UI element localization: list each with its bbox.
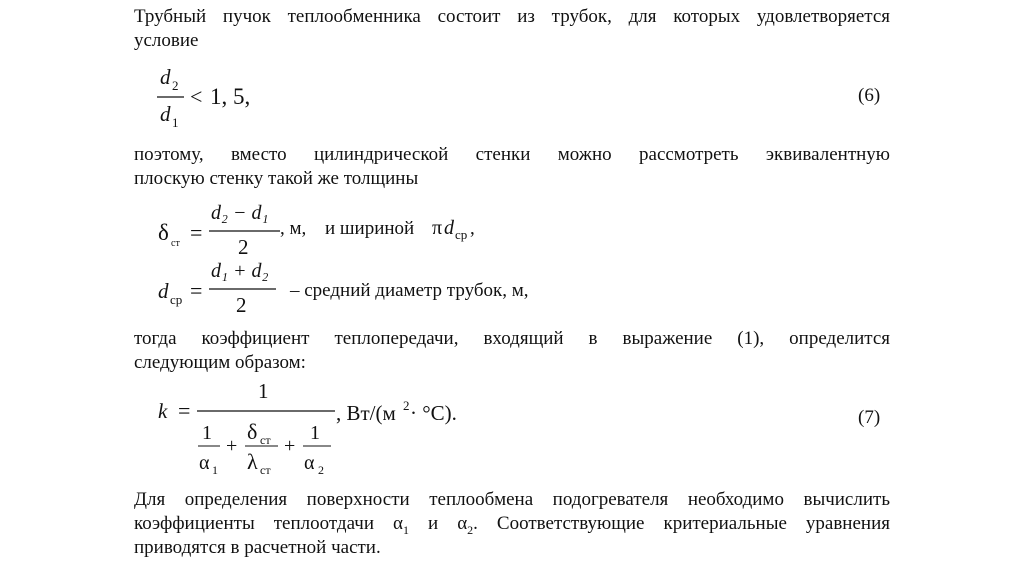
paragraph-line: условие xyxy=(134,30,199,51)
eq7-term2-num-sub: ст xyxy=(260,433,271,447)
eq-delta-tail: , xyxy=(470,218,475,239)
dcp-var: d xyxy=(158,279,169,303)
eq7-number: (7) xyxy=(858,407,881,428)
eq6-den-sub: 1 xyxy=(172,115,179,130)
eq-dcp-numerator: d₁ + d₂ xyxy=(211,260,269,282)
eq7-unit-sup: 2 xyxy=(403,398,410,413)
alpha-1-symbol: α xyxy=(393,513,403,534)
eq-delta-denominator: 2 xyxy=(238,235,249,259)
d-var: d xyxy=(444,217,454,239)
eq7-numerator: 1 xyxy=(258,379,269,403)
eq7-plus-1: + xyxy=(226,435,238,457)
equation-mean-diameter xyxy=(158,260,529,317)
eq-delta-numerator: d₂ − d₁ xyxy=(211,202,269,224)
eq-dcp-denominator: 2 xyxy=(236,293,247,317)
eq7-term2-den: λ xyxy=(247,449,258,474)
alpha-1-subscript: 1 xyxy=(402,522,409,537)
eq7-term2-num: δ xyxy=(247,419,258,444)
eq-delta-unit: , м, xyxy=(280,218,307,239)
eq6-relation: < xyxy=(190,84,203,109)
eq7-term1-den: α xyxy=(199,452,210,474)
eq7-unit-tail: · °С). xyxy=(410,401,457,425)
equation-wall-thickness xyxy=(158,202,475,259)
dcp-subscript: ср xyxy=(170,292,183,307)
eq7-plus-2: + xyxy=(284,435,296,457)
pi-symbol: π xyxy=(432,217,443,239)
text-fragment: коэффициенты теплоотдачи xyxy=(134,513,394,534)
eq6-number: (6) xyxy=(858,85,881,106)
paragraph-line: тогда коэффициент теплопередачи, входящий в выражение (1), определится xyxy=(134,328,890,349)
text-fragment: и xyxy=(408,513,458,534)
alpha-2-subscript: 2 xyxy=(467,522,474,537)
equation-6 xyxy=(157,65,880,130)
paragraph-line: приводятся в расчетной части. xyxy=(134,537,381,558)
eq7-term3-num: 1 xyxy=(310,422,320,444)
eq7-term2-den-sub: ст xyxy=(260,463,271,477)
eq7-equals: = xyxy=(178,398,191,423)
eq7-term3-den-sub: 2 xyxy=(318,463,324,477)
delta-subscript: ст xyxy=(171,238,180,249)
eq-delta-equals: = xyxy=(190,220,203,245)
paragraph-line: плоскую стенку такой же толщины xyxy=(134,168,419,189)
delta-symbol: δ xyxy=(158,220,169,245)
eq6-den-var: d xyxy=(160,102,171,126)
eq6-value: 1, 5, xyxy=(210,84,251,109)
eq7-term1-num: 1 xyxy=(202,422,212,444)
eq7-lhs: k xyxy=(158,399,168,423)
eq7-term3-den: α xyxy=(304,452,315,474)
eq7-term1-den-sub: 1 xyxy=(212,463,218,477)
paragraph-line: следующим образом: xyxy=(134,352,306,373)
eq7-unit: , Вт/(м xyxy=(336,401,396,425)
eq6-num-sub: 2 xyxy=(172,78,179,93)
d-subscript: ср xyxy=(455,227,468,242)
paragraph-line: поэтому, вместо цилиндрической стенки можно рассмотреть эквивалентную xyxy=(134,144,890,165)
eq-dcp-description: – средний диаметр трубок, м, xyxy=(290,280,529,301)
paragraph-line: Трубный пучок теплообменника состоит из трубок, для которых удовлетворяется xyxy=(134,6,890,27)
equation-7 xyxy=(158,379,880,477)
eq-dcp-equals: = xyxy=(190,278,203,303)
paragraph-line: Для определения поверхности теплообмена подогревателя необходимо вычислить xyxy=(134,489,890,510)
text-fragment: . Соответствующие критериальные уравнения xyxy=(473,513,890,534)
eq-delta-width-text: и шириной xyxy=(325,218,415,239)
eq6-num-var: d xyxy=(160,65,171,89)
alpha-2-symbol: α xyxy=(457,513,468,534)
